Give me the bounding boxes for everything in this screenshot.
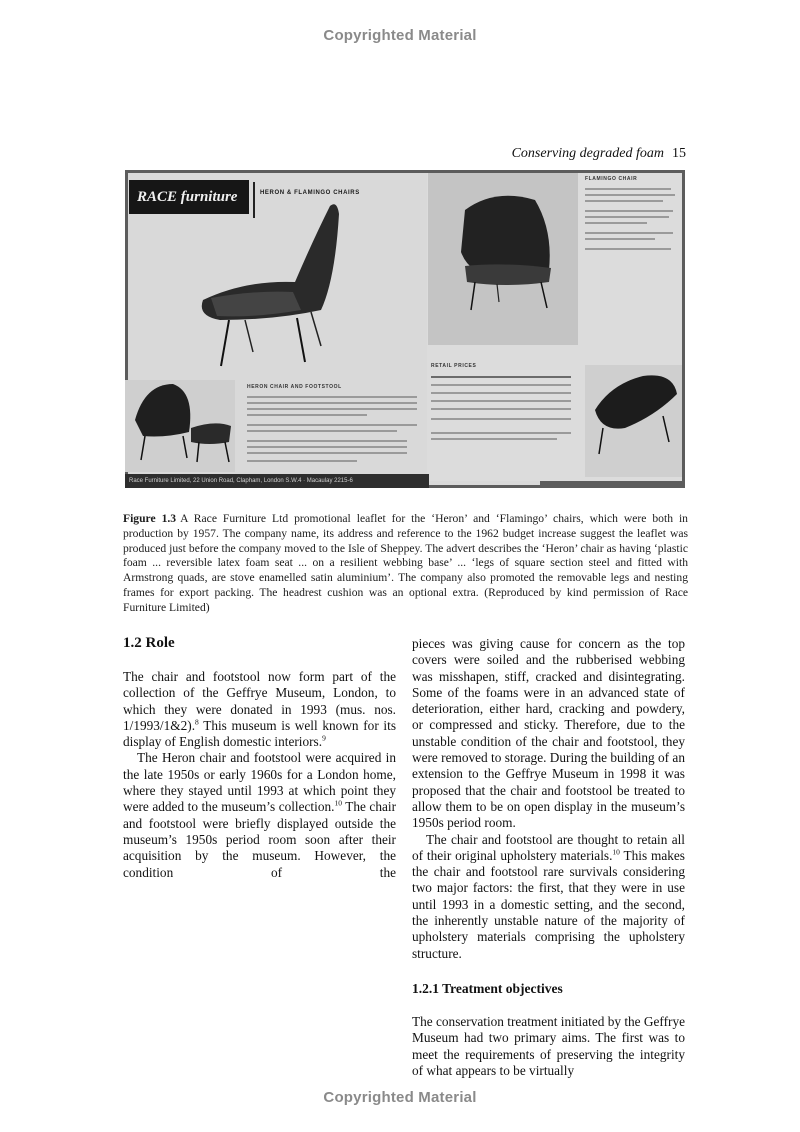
flamingo-small-photo <box>585 365 682 477</box>
text-line <box>247 460 357 462</box>
running-head-title: Conserving degraded foam <box>511 146 664 161</box>
text-line <box>247 446 407 448</box>
text-line <box>431 432 571 434</box>
subsection-heading-treatment: 1.2.1 Treatment objectives <box>412 980 563 996</box>
text-line <box>585 232 673 234</box>
watermark-top: Copyrighted Material <box>323 27 477 44</box>
text-line <box>431 400 571 402</box>
text-line <box>585 248 671 250</box>
text-line <box>585 194 675 196</box>
leaflet-heading: HERON & FLAMINGO CHAIRS <box>260 190 360 196</box>
text-line <box>247 452 407 454</box>
prices-heading: RETAIL PRICES <box>431 363 477 369</box>
section-heading-role: 1.2 Role <box>123 635 175 651</box>
watermark-bottom: Copyrighted Material <box>323 1089 477 1106</box>
text-line <box>585 222 647 224</box>
figure-caption-text: A Race Furniture Ltd promotional leaflet for the ‘Heron’ and ‘Flamingo’ chairs, which were both in production by 1957. The company name, its address and reference to the 1962 budget increase suggest the leaflet was produced just before the company moved to the Isle of Sheppey. The advert describes the ‘Heron’ chair as having ‘plastic foam ... reversible latex foam seat ... on a resilient webbing base’ ... ‘legs of square section steel and fitted with Armstrong quads, are stove enamelled satin aluminium’. The company also promoted the removable legs and nesting frames for export packing. The headrest cushion was an optional extra. (Reproduced by kind permission of Race Furniture Limited) <box>123 512 688 614</box>
flamingo-heading: FLAMINGO CHAIR <box>585 176 638 182</box>
figure-caption <box>123 512 688 616</box>
text-line <box>247 424 417 426</box>
text-line <box>247 396 417 398</box>
paragraph: The Heron chair and footstool were acquired in the late 1950s or early 1960s for a London home, where they stayed until 1993 at which point they were added to the museum’s collection.$^{10}$ The chair and footstool were briefly displayed outside the museum’s 1950s period room soon after their acquisition by the museum. However, the condition of the <box>123 750 396 880</box>
text-line <box>431 438 557 440</box>
text-line <box>247 402 417 404</box>
leaflet-footer: Race Furniture Limited, 22 Union Road, Clapham, London S.W.4 · Macaulay 2215-6 <box>125 474 429 488</box>
footnote-ref[interactable]: 9 <box>322 733 326 743</box>
text-line <box>247 430 397 432</box>
flamingo-chair-photo <box>428 173 578 345</box>
footnote-ref[interactable]: 10 <box>612 847 620 857</box>
figure-label: Figure 1.3 <box>123 512 177 525</box>
text-line <box>585 210 673 212</box>
footnote-ref[interactable]: 10 <box>334 798 342 808</box>
heron-chair-photo <box>202 204 339 366</box>
paragraph: The chair and footstool are thought to retain all of their original upholstery materials.$^{10}$ This makes the chair and footstool rare survivals considering two major factors: the first, that they were in use until 1993 in a domestic setting, and the second, the inherently unstable nature of the majority of upholstery materials comprising the upholstery structure. <box>412 831 685 961</box>
text-line <box>247 440 407 442</box>
text-line <box>247 408 417 410</box>
text-line <box>247 414 367 416</box>
text-line <box>585 188 671 190</box>
text-line <box>585 200 663 202</box>
running-head <box>512 146 686 162</box>
leaflet-divider <box>253 182 255 218</box>
leaflet-brand: RACE furniture <box>129 180 249 214</box>
page-number: 15 <box>672 146 686 161</box>
paragraph: The chair and footstool now form part of the collection of the Geffrye Museum, London, to which they were donated in 1993 (mus. nos. 1/1993/1&2).$^8$ This museum is well known for its display of English domestic interiors.$^9$ <box>123 669 396 750</box>
paragraph-continued: pieces was giving cause for concern as the top covers were soiled and the rubberised webbing was misshapen, stiff, cracked and disintegrating. Some of the foams were in an advanced state of deterioration, either hard, cracking and powdery, or compressed and sticky. Therefore, due to the unstable condition of the chair and footstool, they were removed to storage. During the building of an extension to the Geffrye Museum in 1998 it was proposed that the chair and footstool be treated to allow them to be on open display in the museum’s 1950s period room. <box>412 636 685 831</box>
text-line <box>431 418 571 420</box>
text-line <box>585 238 655 240</box>
column-right <box>412 636 685 1079</box>
column-left <box>123 633 396 881</box>
text-line <box>431 408 571 410</box>
footnote-ref[interactable]: 8 <box>195 717 199 727</box>
heron-heading: HERON CHAIR AND FOOTSTOOL <box>247 384 342 390</box>
paragraph: The conservation treatment initiated by the Geffrye Museum had two primary aims. The first was to meet the requirements of preserving the integrity of what appears to be virtually <box>412 1013 685 1078</box>
figure-leaflet <box>125 170 685 488</box>
heron-footstool-photo <box>125 380 235 472</box>
text-line <box>585 216 669 218</box>
text-line <box>431 392 571 394</box>
text-line <box>431 384 571 386</box>
text-line <box>431 376 571 378</box>
